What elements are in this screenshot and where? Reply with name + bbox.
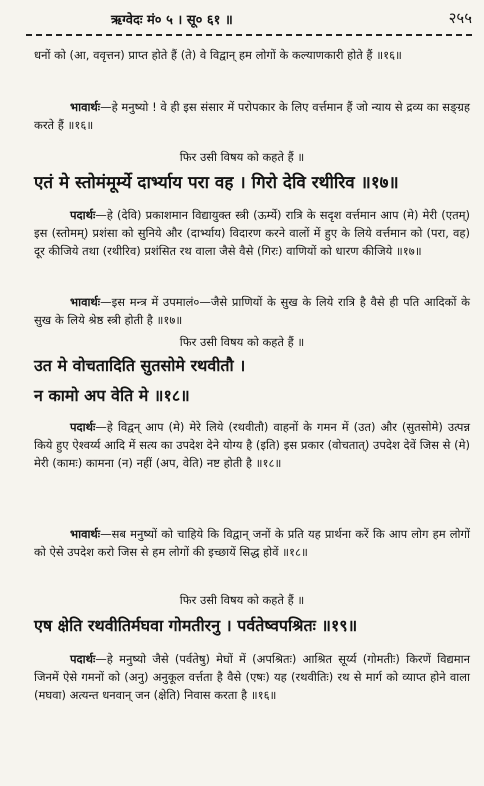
running-title: ऋग्वेदः मं० ५ । सू० ६१ ॥ [111, 13, 233, 28]
topic-line-19: फिर उसी विषय को कहते हैं ॥ [179, 593, 305, 607]
bhavartha-label: भावार्थः [70, 295, 101, 309]
padartha-text: —हे विद्वन् आप (मे) मेरे लिये (रथवीतौ) वाहनों के गमन में (उत) और (सुतसोमे) उत्पन्न किये हुए ऐश्वर्य्य आदि में सत्य का उपदेश देने योग्य है (इति) इस प्रकार (वोचतात्) उपदेश देवें जिस से (मे) मेरी (कामः) कामना (न) नहीं (अप, वेति) नष्ट होती है ॥१८॥ [34, 420, 470, 470]
verse-19: एष क्षेति रथवीतिर्मघवा गोमतीरनु । पर्वतेष्वपश्रितः ॥१९॥ [34, 616, 358, 635]
padartha-text: —हे मनुष्यो जैसे (पर्वतेषु) मेघों में (अपश्रितः) आश्रित सूर्य्य (गोमतीः) किरणें विद्यमान जिनमें ऐसे गमनों को (अनु) अनुकूल वर्त्तता है वैसे (एषः) यह (रथवीतिः) रथ से मार्ग को व्याप्त होने वाला (मघवा) अत्यन्त धनवान् जन (क्षेति) निवास करता है ॥१६॥ [34, 652, 470, 702]
bhavartha-16 [34, 98, 470, 134]
page-header [26, 10, 472, 30]
header-divider [26, 34, 472, 36]
padartha-label: पदार्थः [70, 420, 96, 434]
verse-18-line-2: न कामो अप वेति मे ॥१८॥ [34, 386, 190, 405]
verse-17: एतं मे स्तोमंमूर्म्ये दार्भ्याय परा वह । गिरो देवि रथीरिव ॥१७॥ [34, 173, 399, 193]
bhavartha-18 [34, 525, 470, 561]
bhavartha-text: —हे मनुष्यो ! वे ही इस संसार में परोपकार के लिए वर्त्तमान हैं जो न्याय से द्रव्य का सङ्ग्रह करते हैं ॥१६॥ [34, 100, 470, 132]
padartha-19 [34, 650, 470, 704]
page-number: २५५ [448, 9, 472, 27]
continuation-paragraph: धनों को (आ, ववृत्तन) प्राप्त होते हैं (ते) वे विद्वान् हम लोगों के कल्याणकारी होते हैं ॥१६॥ [34, 48, 402, 62]
topic-line-18: फिर उसी विषय को कहते हैं ॥ [179, 335, 305, 349]
bhavartha-17 [34, 293, 470, 329]
topic-line-17: फिर उसी विषय को कहते हैं ॥ [179, 150, 305, 164]
verse-18-line-1: उत मे वोचतादिति सुतसोमे रथवीतौ । [34, 356, 246, 375]
bhavartha-text: —सब मनुष्यों को चाहिये कि विद्वान् जनों के प्रति यह प्रार्थना करें कि आप लोग हम लोगों को ऐसे उपदेश करो जिस से हम लोगों की इच्छायें सिद्ध होवें ॥१८॥ [34, 527, 470, 559]
bhavartha-label: भावार्थः [70, 100, 101, 114]
padartha-label: पदार्थः [70, 208, 96, 222]
padartha-text: —हे (देवि) प्रकाशमान विद्यायुक्त स्त्री (ऊर्म्ये) रात्रि के सदृश वर्त्तमान आप (मे) मेरी (एतम्) इस (स्तोमम्) प्रशंसा को सुनिये और (दार्भ्याय) विदारण करने वालों में हुए के लिये वर्त्तमान को (परा, वह) दूर कीजिये तथा (रथीरिव) प्रशंसित रथ वाला जैसे वैसे (गिरः) वाणियों को धारण कीजिये ॥१७॥ [34, 208, 470, 258]
padartha-18 [34, 418, 470, 472]
padartha-17 [34, 206, 470, 260]
bhavartha-label: भावार्थः [70, 527, 101, 541]
padartha-label: पदार्थः [70, 652, 96, 666]
bhavartha-text: —इस मन्त्र में उपमालं०—जैसे प्राणियों के सुख के लिये रात्रि है वैसे ही पति आदिकों के सुख के लिये श्रेष्ठ स्त्री होती है ॥१७॥ [34, 295, 470, 327]
